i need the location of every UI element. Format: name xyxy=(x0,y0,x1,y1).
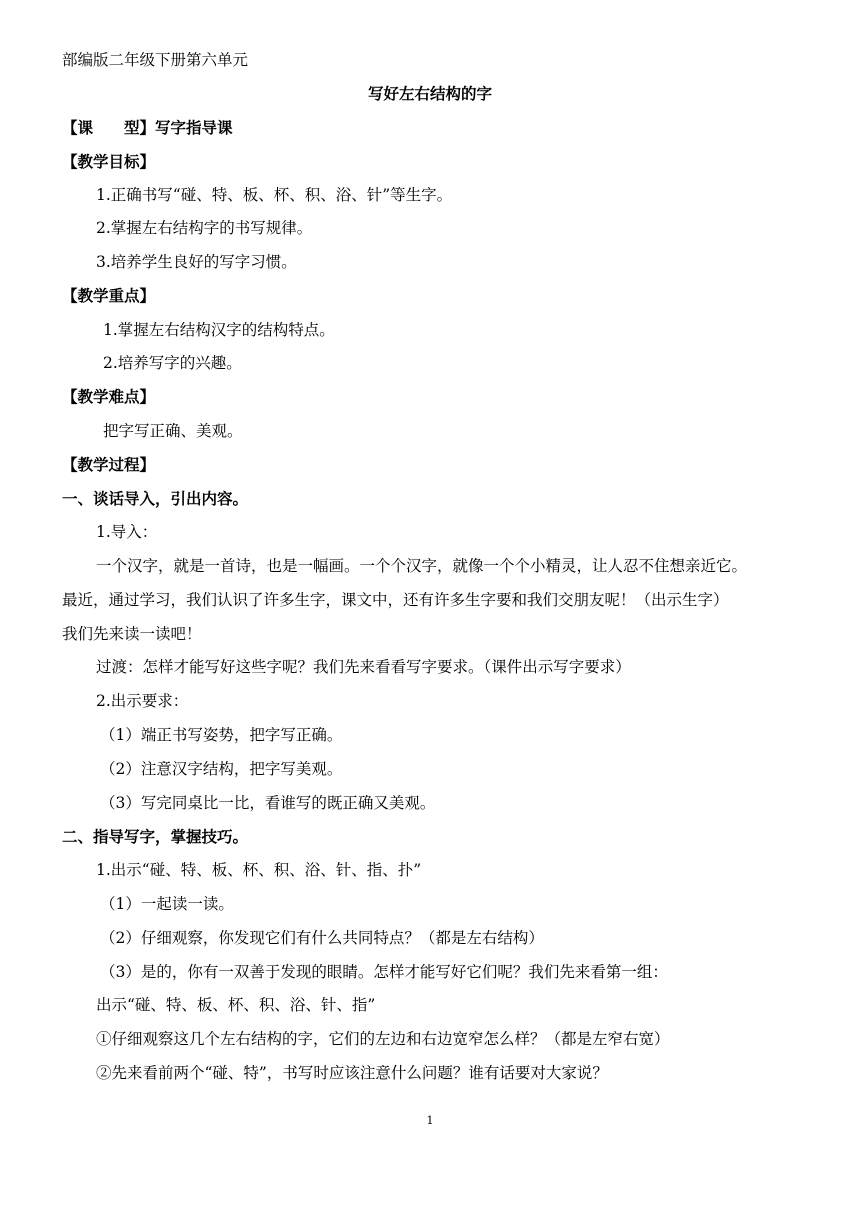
difficulty-text: 把字写正确、美观。 xyxy=(103,422,243,440)
requirement-item: （3）写完同桌比一比，看谁写的既正确又美观。 xyxy=(100,794,436,812)
requirement-item: （1）端正书写姿势，把字写正确。 xyxy=(100,726,343,744)
section2-heading: 二、指导写字，掌握技巧。 xyxy=(62,828,249,846)
page-title: 写好左右结构的字 xyxy=(367,85,492,103)
key-point: 2.培养写字的兴趣。 xyxy=(103,354,242,372)
goals-heading: 【教学目标】 xyxy=(62,153,156,171)
goal-item: 1.正确书写“碰、特、板、杯、积、浴、针”等生字。 xyxy=(96,186,453,204)
goal-item: 2.掌握左右结构字的书写规律。 xyxy=(96,219,313,237)
list-item: （3）是的，你有一双善于发现的眼睛。怎样才能写好它们呢？我们先来看第一组： xyxy=(100,963,668,981)
show-chars: 出示“碰、特、板、杯、积、浴、针、指” xyxy=(96,996,376,1014)
difficulty-heading: 【教学难点】 xyxy=(62,388,156,406)
section2-step1: 1.出示“碰、特、板、杯、积、浴、针、指、扑” xyxy=(96,861,422,879)
document-header: 部编版二年级下册第六单元 xyxy=(62,51,249,69)
process-heading: 【教学过程】 xyxy=(62,456,156,474)
key-point: 1.掌握左右结构汉字的结构特点。 xyxy=(103,321,335,339)
paragraph-line: 最近，通过学习，我们认识了许多生字，课文中，还有许多生字要和我们交朋友呢！（出示生字） xyxy=(62,591,729,609)
section1-heading: 一、谈话导入，引出内容。 xyxy=(62,490,249,508)
page-number: 1 xyxy=(426,1114,434,1127)
paragraph-line: 我们先来读一读吧！ xyxy=(62,625,202,643)
requirement-item: （2）注意汉字结构，把字写美观。 xyxy=(100,760,343,778)
transition-text: 过渡：怎样才能写好这些字呢？我们先来看看写字要求。（课件出示写字要求） xyxy=(96,658,631,676)
goal-item: 3.培养学生良好的写字习惯。 xyxy=(96,253,297,271)
course-type: 【课 型】写字指导课 xyxy=(62,119,233,137)
list-item: （2）仔细观察，你发现它们有什么共同特点？（都是左右结构） xyxy=(100,929,544,947)
section1-step1: 1.导入： xyxy=(96,523,158,541)
section1-step2: 2.出示要求： xyxy=(96,692,189,710)
list-item: （1）一起读一读。 xyxy=(100,895,234,913)
paragraph-line: 一个汉字，就是一首诗，也是一幅画。一个个汉字，就像一个个小精灵，让人忍不住想亲近它。 xyxy=(96,557,748,575)
circled-item: ②先来看前两个“碰、特”，书写时应该注意什么问题？谁有话要对大家说？ xyxy=(96,1064,608,1082)
key-heading: 【教学重点】 xyxy=(62,287,156,305)
circled-item: ①仔细观察这几个左右结构的字，它们的左边和右边宽窄怎么样？（都是左窄右宽） xyxy=(96,1030,670,1048)
